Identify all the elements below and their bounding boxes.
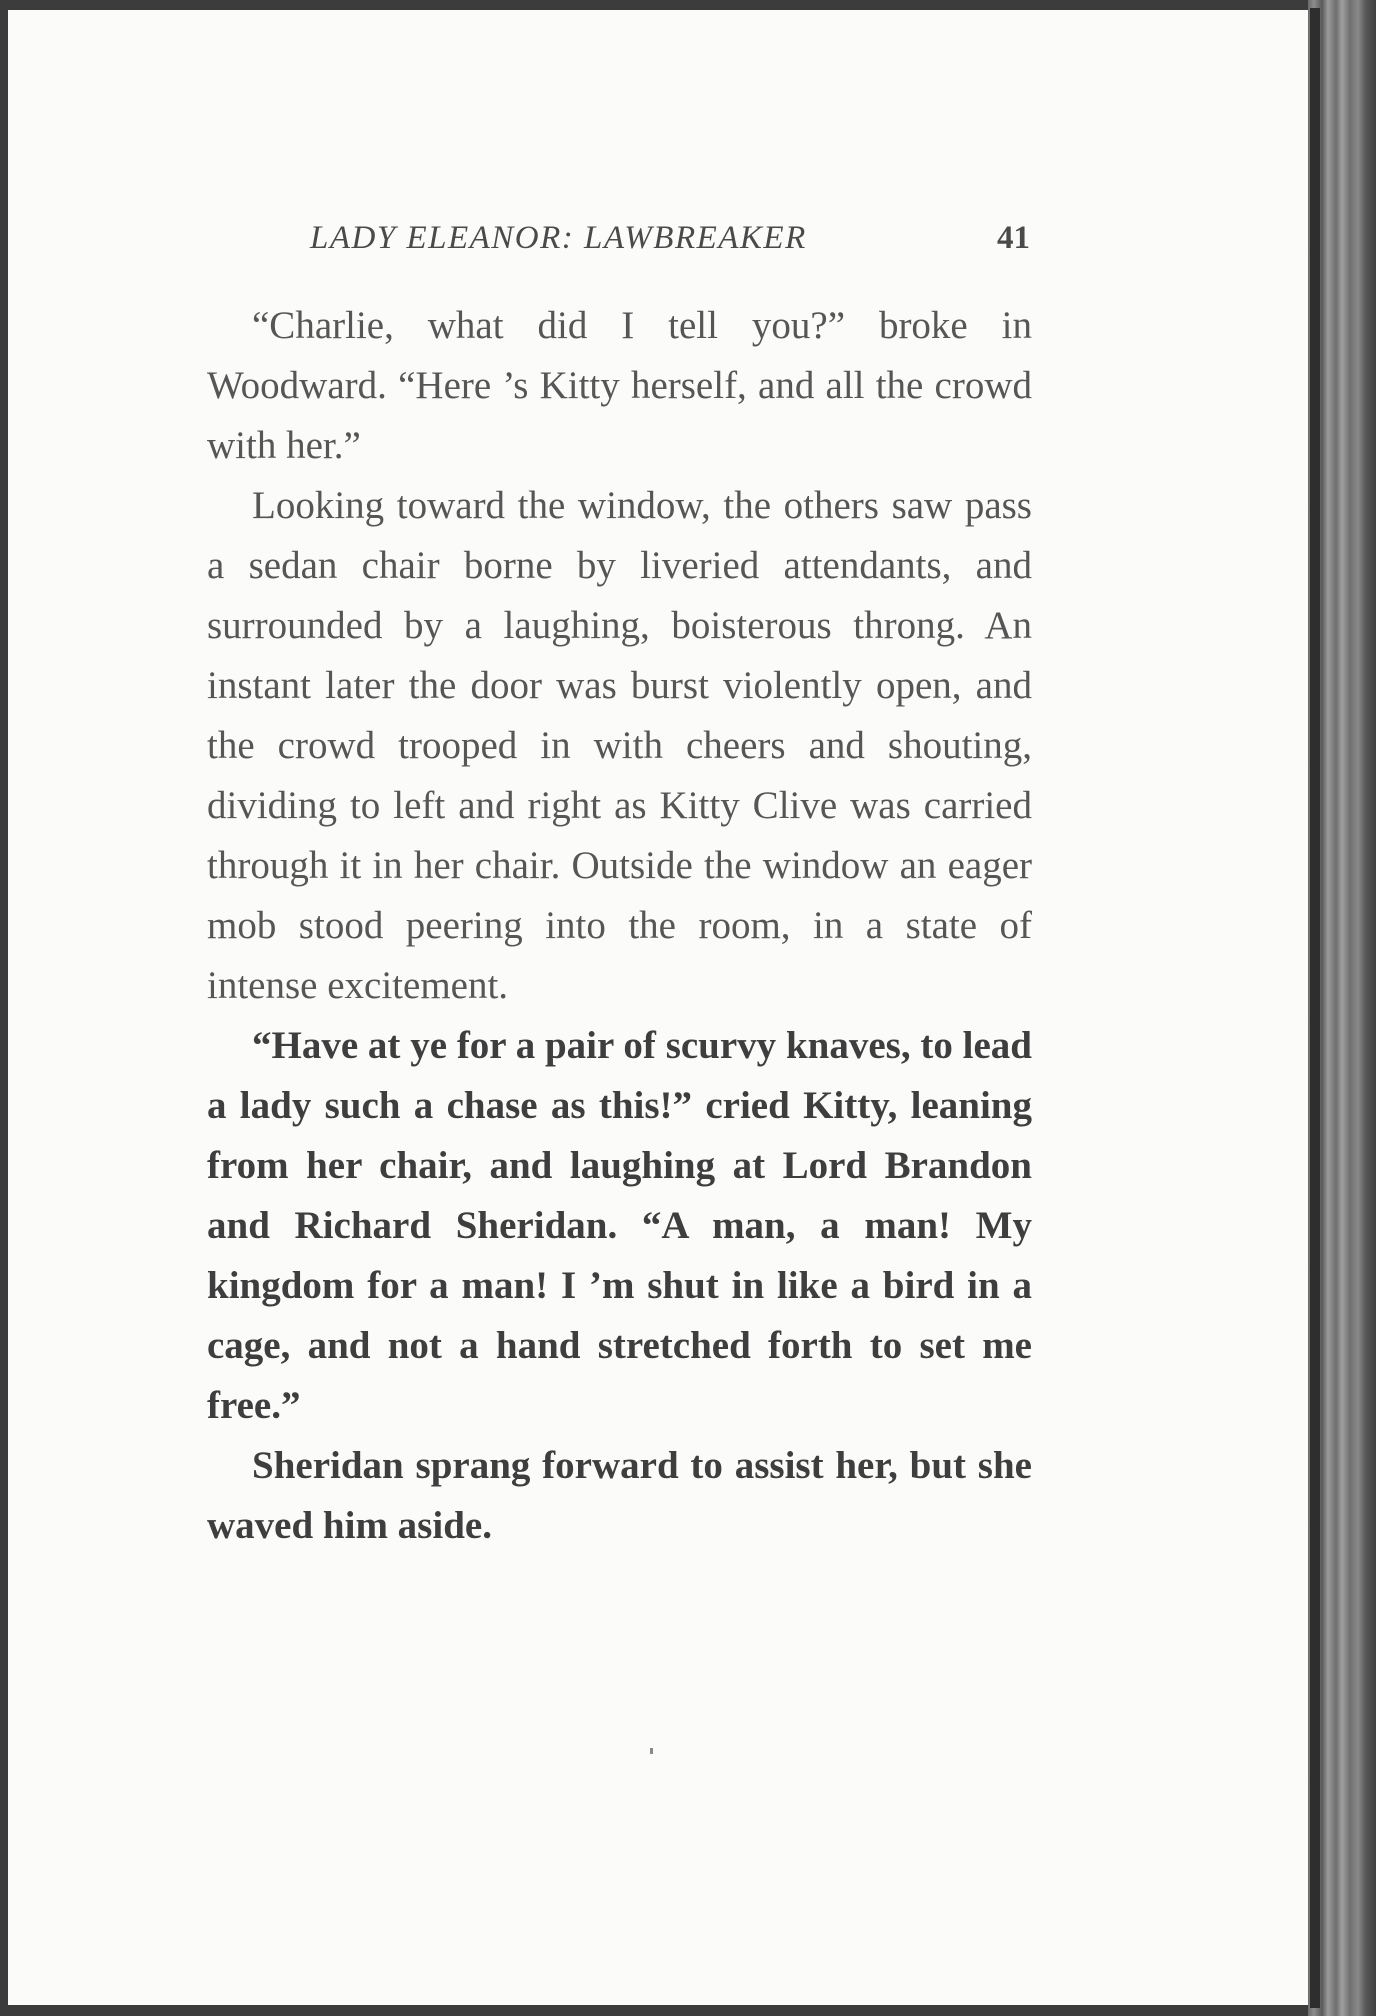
paragraph-2: Looking toward the window, the others saw pass a sedan chair borne by liveried attendants, and surrounded by a laughing, boisterous throng. An instant later the door was burst violently open, and the crowd trooped in with cheers and shouting, dividing to left and right as Kitty Clive was carried through it in her chair. Outside the window an eager mob stood peering into the room, in a state of intense excitement.	[207, 484, 1032, 1007]
dust-speck	[650, 1748, 653, 1754]
page-number: 41	[997, 220, 1030, 256]
running-title: LADY ELEANOR: LAWBREAKER	[310, 220, 807, 256]
body-text	[207, 296, 1032, 1556]
paragraph-1: “Charlie, what did I tell you?” broke in Woodward. “Here ’s Kitty herself, and all the crowd with her.”	[207, 304, 1032, 467]
paragraph-3: “Have at ye for a pair of scurvy knaves, to lead a lady such a chase as this!” cried Kitty, leaning from her chair, and laughing at Lord Brandon and Richard Sheridan. “A man, a man! My kingdom for a man! I ’m shut in like a bird in a cage, and not a hand stretched forth to set me free.”	[207, 1024, 1032, 1427]
running-head	[310, 220, 1030, 270]
paragraph-4: Sheridan sprang forward to assist her, but she waved him aside.	[207, 1444, 1032, 1547]
page-shadow	[1310, 8, 1320, 2008]
